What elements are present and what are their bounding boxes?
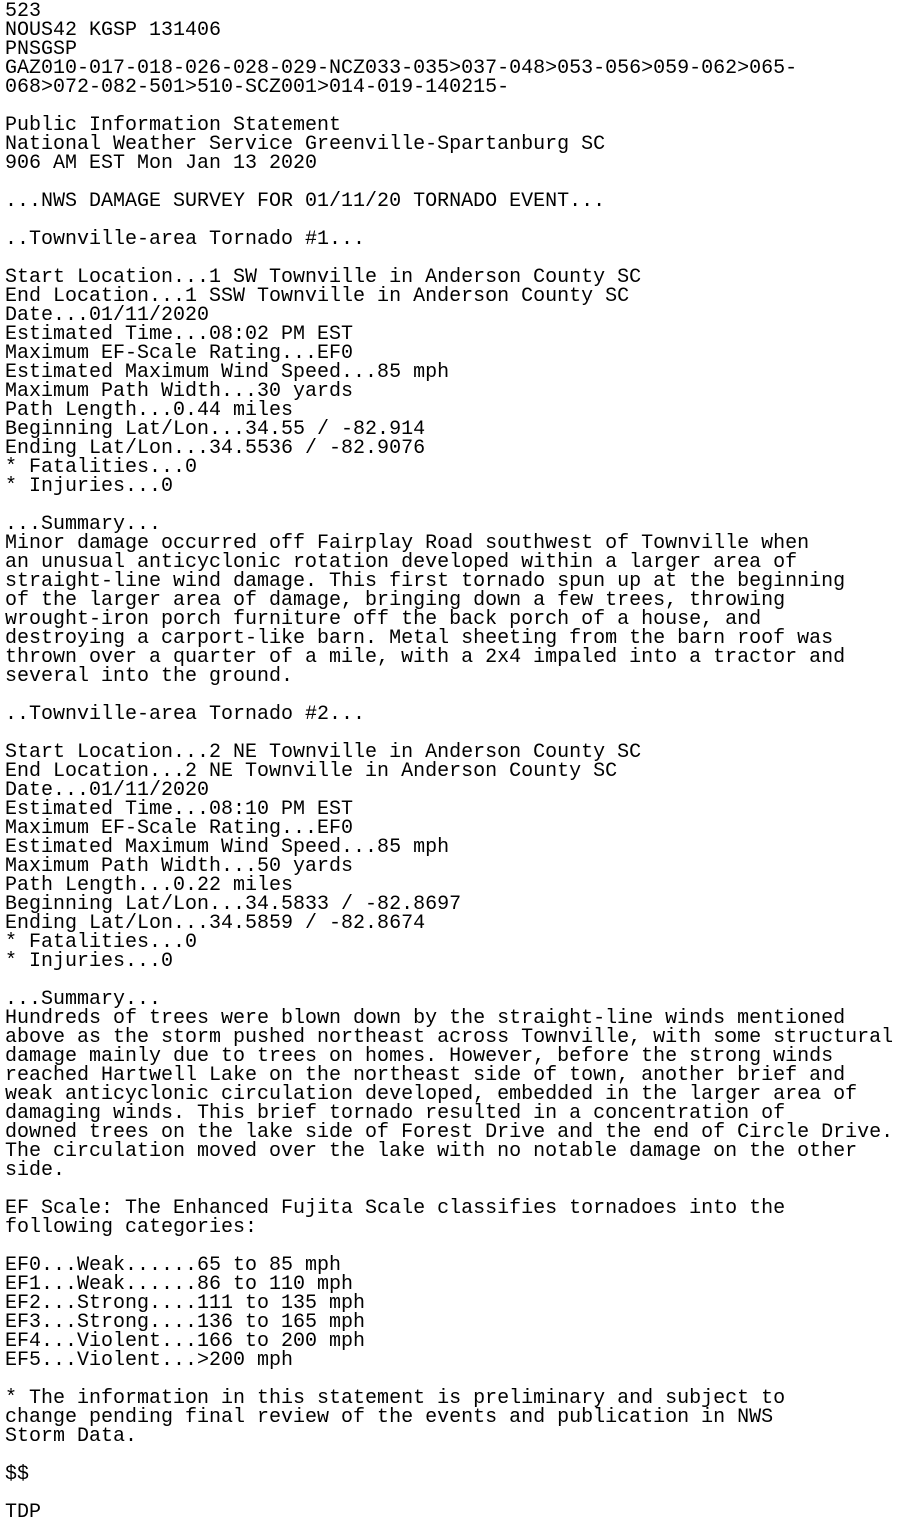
statement-line: EF2...Strong....111 to 135 mph [5,1292,366,1315]
statement-line: EF1...Weak......86 to 110 mph [5,1273,354,1296]
statement-line: Beginning Lat/Lon...34.55 / -82.914 [5,418,426,441]
statement-line: damage mainly due to trees on homes. However, before the strong winds [5,1045,834,1068]
statement-line: * The information in this statement is preliminary and subject to [5,1387,786,1410]
statement-line: Hundreds of trees were blown down by the straight-line winds mentioned [5,1007,846,1030]
statement-line: damaging winds. This brief tornado resulted in a concentration of [5,1102,786,1125]
statement-line: Beginning Lat/Lon...34.5833 / -82.8697 [5,893,462,916]
statement-line: Public Information Statement [5,114,342,137]
statement-line: EF4...Violent...166 to 200 mph [5,1330,366,1353]
statement-line: The circulation moved over the lake with no notable damage on the other [5,1140,858,1163]
statement-line: Date...01/11/2020 [5,779,210,802]
statement-line: PNSGSP [5,38,78,61]
statement-line: several into the ground. [5,665,294,688]
statement-line: EF Scale: The Enhanced Fujita Scale classifies tornadoes into the [5,1197,786,1220]
statement-line: 068>072-082-501>510-SCZ001>014-019-140215- [5,76,510,99]
statement-line: wrought-iron porch furniture off the back porch of a house, and [5,608,762,631]
statement-line: of the larger area of damage, bringing down a few trees, throwing [5,589,786,612]
statement-line: change pending final review of the events and publication in NWS [5,1406,774,1429]
statement-line: Storm Data. [5,1425,138,1448]
statement-line [5,1446,897,1465]
statement-line: TDP [5,1501,42,1524]
statement-line: EF3...Strong....136 to 165 mph [5,1311,366,1334]
statement-line: downed trees on the lake side of Forest Drive and the end of Circle Drive. [5,1121,894,1144]
statement-line: following categories: [5,1216,258,1239]
statement-line: Estimated Maximum Wind Speed...85 mph [5,361,450,384]
statement-line: Maximum EF-Scale Rating...EF0 [5,817,354,840]
statement-line: reached Hartwell Lake on the northeast side of town, another brief and [5,1064,846,1087]
statement-line: Date...01/11/2020 [5,304,210,327]
statement-line: Maximum EF-Scale Rating...EF0 [5,342,354,365]
statement-line: destroying a carport-like barn. Metal sheeting from the barn roof was [5,627,834,650]
statement-line: End Location...1 SSW Townville in Anderson County SC [5,285,630,308]
statement-line: Path Length...0.22 miles [5,874,294,897]
statement-line: Ending Lat/Lon...34.5859 / -82.8674 [5,912,426,935]
statement-line: ...Summary... [5,513,162,536]
statement-line: an unusual anticyclonic rotation developed within a larger area of [5,551,798,574]
statement-line: * Fatalities...0 [5,931,198,954]
statement-line: Ending Lat/Lon...34.5536 / -82.9076 [5,437,426,460]
statement-line: Estimated Time...08:02 PM EST [5,323,354,346]
statement-line: weak anticyclonic circulation developed, embedded in the larger area of [5,1083,858,1106]
statement-line: Minor damage occurred off Fairplay Road southwest of Townville when [5,532,810,555]
statement-line: Maximum Path Width...50 yards [5,855,354,878]
statement-line [5,1484,897,1503]
statement-line: Estimated Maximum Wind Speed...85 mph [5,836,450,859]
statement-line: ..Townville-area Tornado #1... [5,228,366,251]
statement-line: Maximum Path Width...30 yards [5,380,354,403]
statement-line: Estimated Time...08:10 PM EST [5,798,354,821]
statement-line: Start Location...2 NE Townville in Anderson County SC [5,741,642,764]
statement-line: above as the storm pushed northeast across Townville, with some structural [5,1026,894,1049]
statement-line: ...Summary... [5,988,162,1011]
statement-line: side. [5,1159,66,1182]
statement-line: * Injuries...0 [5,950,174,973]
statement-line: National Weather Service Greenville-Spartanburg SC [5,133,606,156]
statement-line: GAZ010-017-018-026-028-029-NCZ033-035>037-048>053-056>059-062>065- [5,57,798,80]
statement-line: thrown over a quarter of a mile, with a 2x4 impaled into a tractor and [5,646,846,669]
statement-line: straight-line wind damage. This first tornado spun up at the beginning [5,570,846,593]
statement-line: Path Length...0.44 miles [5,399,294,422]
statement-line: * Fatalities...0 [5,456,198,479]
statement-line: * Injuries...0 [5,475,174,498]
statement-line: $$ [5,1463,30,1486]
statement-line: End Location...2 NE Townville in Anderson County SC [5,760,618,783]
statement-line: ..Townville-area Tornado #2... [5,703,366,726]
statement-line: ...NWS DAMAGE SURVEY FOR 01/11/20 TORNADO EVENT... [5,190,606,213]
statement-line: Start Location...1 SW Townville in Anderson County SC [5,266,642,289]
statement-line: NOUS42 KGSP 131406 [5,19,222,42]
statement-line: 906 AM EST Mon Jan 13 2020 [5,152,318,175]
statement-line: 523 [5,0,42,23]
statement-line: EF5...Violent...>200 mph [5,1349,294,1372]
statement-line: EF0...Weak......65 to 85 mph [5,1254,342,1277]
